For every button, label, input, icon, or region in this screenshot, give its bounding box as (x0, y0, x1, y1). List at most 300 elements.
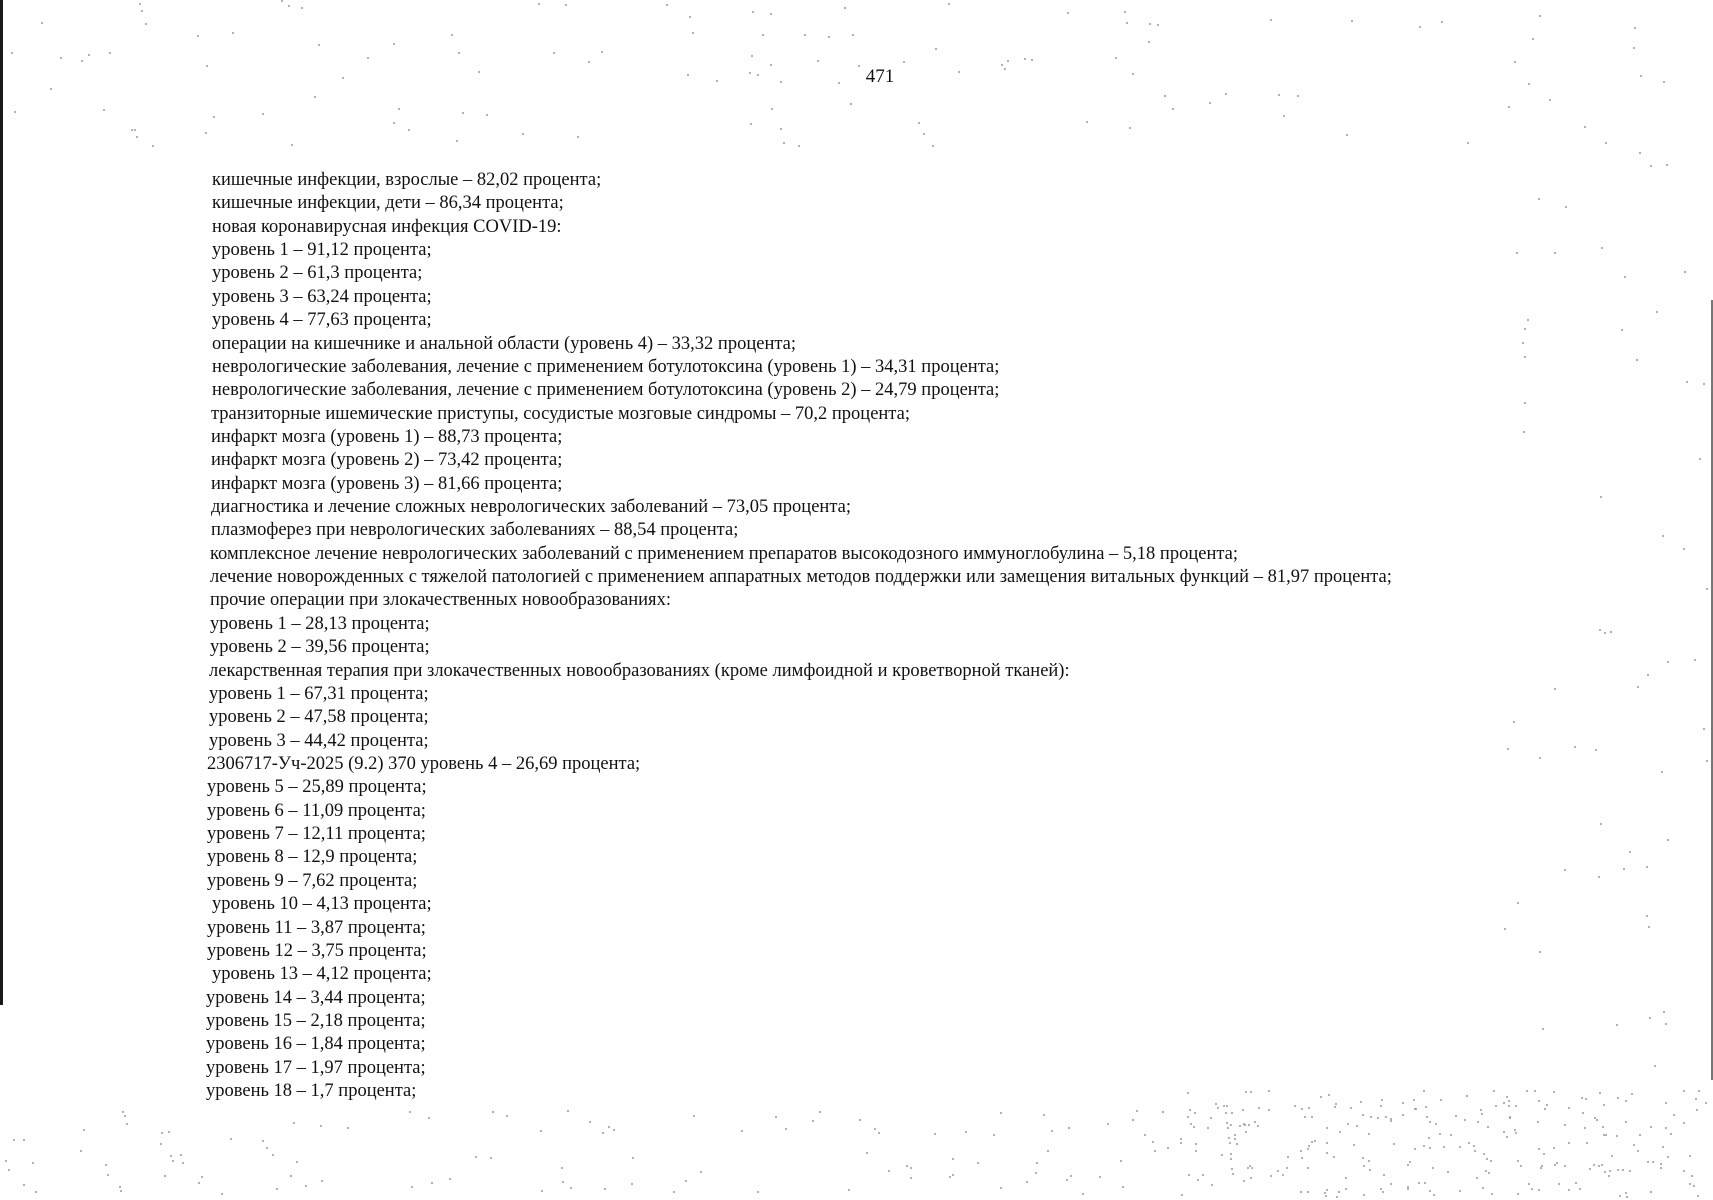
scan-speck (1683, 1122, 1685, 1124)
text-line: уровень 5 – 25,89 процента; (207, 777, 427, 798)
scan-speck (762, 34, 764, 36)
scan-speck (1024, 58, 1026, 60)
scan-speck (1646, 866, 1648, 868)
text-line: плазмоферез при неврологических заболеваниях – 88,54 процента; (211, 520, 739, 541)
text-line: неврологические заболевания, лечение с применением ботулотоксина (уровень 2) – 24,79 процента; (212, 380, 1000, 401)
scan-speck (993, 1134, 995, 1136)
scan-speck (172, 1160, 174, 1162)
scan-speck (134, 129, 136, 131)
scan-speck (1595, 749, 1597, 751)
scan-speck (958, 71, 960, 73)
scan-speck (1524, 402, 1526, 404)
scan-speck (1616, 1135, 1618, 1137)
scan-speck (1534, 1090, 1536, 1092)
scan-speck (1539, 15, 1541, 17)
scan-speck (1706, 588, 1708, 590)
scan-speck (1120, 1160, 1122, 1162)
scan-speck (1553, 1091, 1555, 1093)
scan-speck (1706, 760, 1708, 762)
scan-speck (1148, 41, 1150, 43)
scan-speck (1324, 1192, 1326, 1194)
scan-speck (1648, 926, 1650, 928)
scan-speck (1193, 1126, 1195, 1128)
scan-speck (1429, 1190, 1431, 1192)
scan-speck (1650, 165, 1652, 167)
scan-speck (1650, 1191, 1652, 1193)
scan-speck (475, 1156, 477, 1158)
scan-speck (1368, 1133, 1370, 1135)
scan-speck (1598, 876, 1600, 878)
scan-speck (1326, 1152, 1328, 1154)
scan-speck (1604, 1171, 1606, 1173)
scan-speck (1326, 1189, 1328, 1191)
scan-speck (1564, 1124, 1566, 1126)
scan-speck (1538, 198, 1540, 200)
scan-speck (478, 71, 480, 73)
scan-speck (1311, 1116, 1313, 1118)
scan-speck (1482, 1187, 1484, 1189)
scan-speck (1443, 1146, 1445, 1148)
scan-speck (1527, 319, 1529, 321)
scan-speck (1132, 1119, 1134, 1121)
scan-speck (1568, 1189, 1570, 1191)
scan-speck (1611, 1155, 1613, 1157)
scan-speck (948, 3, 950, 5)
scan-speck (1666, 164, 1668, 166)
scan-speck (1383, 1174, 1385, 1176)
scan-speck (1617, 1169, 1619, 1171)
scan-speck (1007, 60, 1009, 62)
scan-speck (1617, 1097, 1619, 1099)
scan-speck (1132, 73, 1134, 75)
scan-speck (1311, 1141, 1313, 1143)
scan-speck (290, 1175, 292, 1177)
scan-speck (1582, 1112, 1584, 1114)
scan-speck (301, 7, 303, 9)
scan-speck (1600, 823, 1602, 825)
scan-speck (109, 52, 111, 54)
scan-speck (1483, 1153, 1485, 1155)
text-line: 2306717-Уч-2025 (9.2) 370 уровень 4 – 26,69 процента; (207, 754, 641, 774)
scan-speck (1353, 1144, 1355, 1146)
scan-speck (14, 111, 16, 113)
scan-speck (1363, 1194, 1365, 1196)
scan-speck (1149, 23, 1151, 25)
scan-speck (1631, 1093, 1633, 1095)
scan-speck (1230, 1124, 1232, 1126)
scan-speck (1107, 1123, 1109, 1125)
scan-speck (136, 136, 138, 138)
scan-speck (757, 1191, 759, 1193)
scan-speck (409, 1111, 411, 1113)
scan-speck (1665, 1102, 1667, 1104)
scan-speck (1537, 1121, 1539, 1123)
scan-speck (1202, 1174, 1204, 1176)
scan-speck (1228, 1137, 1230, 1139)
scan-speck (1703, 383, 1705, 385)
scan-speck (1473, 1145, 1475, 1147)
scan-speck (180, 1154, 182, 1156)
scan-speck (1528, 83, 1530, 85)
scan-speck (1086, 121, 1088, 123)
scan-speck (88, 54, 90, 56)
scan-speck (1506, 1136, 1508, 1138)
scan-speck (613, 1129, 615, 1131)
scan-speck (1195, 1143, 1197, 1145)
scan-speck (1190, 1123, 1192, 1125)
scan-speck (168, 1131, 170, 1133)
scan-speck (1523, 431, 1525, 433)
scan-speck (749, 72, 751, 74)
scan-speck (1307, 1191, 1309, 1193)
scan-speck (1126, 22, 1128, 24)
scan-speck (1234, 1134, 1236, 1136)
scan-speck (1181, 1194, 1183, 1196)
scan-speck (1345, 1177, 1347, 1179)
text-line: новая коронавирусная инфекция COVID-19: (212, 216, 562, 237)
scan-speck (1194, 1112, 1196, 1114)
text-line: уровень 12 – 3,75 процента; (207, 940, 427, 961)
scan-speck (1051, 1130, 1053, 1132)
scan-speck (81, 60, 83, 62)
scan-speck (1154, 1150, 1156, 1152)
scan-speck (1243, 1180, 1245, 1182)
text-line: уровень 18 – 1,7 процента; (206, 1081, 417, 1102)
text-line: уровень 2 – 47,58 процента; (209, 707, 429, 728)
scan-speck (1660, 1167, 1662, 1169)
scan-speck (1004, 68, 1006, 70)
scan-speck (1538, 1100, 1540, 1102)
scan-speck (1385, 1116, 1387, 1118)
scan-speck (965, 1131, 967, 1133)
scan-speck (1435, 1123, 1437, 1125)
scan-speck (828, 36, 830, 38)
scan-speck (1382, 1191, 1384, 1193)
scan-speck (1493, 1090, 1495, 1092)
scan-speck (347, 1127, 349, 1129)
scan-speck (23, 1184, 25, 1186)
scan-speck (1304, 1116, 1306, 1118)
scan-speck (716, 80, 718, 82)
scan-speck (540, 1130, 542, 1132)
scan-speck (608, 1126, 610, 1128)
scan-speck (1426, 1116, 1428, 1118)
scan-speck (314, 96, 316, 98)
scan-speck (449, 1178, 451, 1180)
scan-speck (1459, 1146, 1461, 1148)
scan-speck (1423, 1145, 1425, 1147)
scan-speck (291, 144, 293, 146)
scan-speck (1575, 1182, 1577, 1184)
scan-speck (852, 34, 854, 36)
scan-speck (1334, 1106, 1336, 1108)
scan-speck (1663, 1011, 1665, 1013)
scan-speck (1480, 1109, 1482, 1111)
scan-speck (1596, 1119, 1598, 1121)
scan-speck (342, 77, 344, 79)
scan-speck (1390, 1118, 1392, 1120)
text-line: уровень 6 – 11,09 процента; (207, 800, 426, 821)
scan-speck (124, 1115, 126, 1117)
scan-speck (321, 1180, 323, 1182)
scan-speck (1000, 1187, 1002, 1189)
scan-speck (1393, 1143, 1395, 1145)
text-line: инфаркт мозга (уровень 3) – 81,66 процента; (211, 473, 563, 494)
scan-speck (1432, 1167, 1434, 1169)
scan-speck (1467, 142, 1469, 144)
scan-speck (1524, 328, 1526, 330)
scan-speck (1504, 928, 1506, 930)
scan-speck (1539, 757, 1541, 759)
text-line: уровень 3 – 44,42 процента; (209, 730, 429, 751)
scan-speck (296, 1161, 298, 1163)
scan-speck (1308, 1107, 1310, 1109)
scan-speck (632, 1157, 634, 1159)
scan-speck (1301, 1108, 1303, 1110)
scan-speck (1450, 1134, 1452, 1136)
text-line: инфаркт мозга (уровень 2) – 73,42 процента; (211, 450, 563, 471)
scan-speck (1652, 1161, 1654, 1163)
scan-speck (1476, 1177, 1478, 1179)
scan-speck (1362, 1157, 1364, 1159)
scan-speck (456, 140, 458, 142)
scan-speck (1593, 1164, 1595, 1166)
scan-speck (266, 1147, 268, 1149)
text-line: кишечные инфекции, дети – 86,34 процента; (212, 193, 564, 214)
scan-speck (126, 1123, 128, 1125)
scan-speck (1486, 1158, 1488, 1160)
text-line: уровень 17 – 1,97 процента; (206, 1057, 426, 1078)
text-line: уровень 14 – 3,44 процента; (206, 987, 426, 1008)
scan-speck (910, 1177, 912, 1179)
scan-speck (1554, 252, 1556, 254)
scan-speck (1508, 1100, 1510, 1102)
scan-speck (35, 1191, 37, 1193)
scan-speck (522, 133, 524, 135)
scan-speck (1439, 1133, 1441, 1135)
scan-speck (631, 1183, 633, 1185)
scan-speck (1429, 1147, 1431, 1149)
scan-speck (197, 35, 199, 37)
scan-speck (1433, 1194, 1435, 1196)
scan-speck (1363, 1165, 1365, 1167)
scan-speck (1466, 1095, 1468, 1097)
scan-speck (1308, 1145, 1310, 1147)
scan-speck (1286, 1167, 1288, 1169)
scan-speck (1554, 1164, 1556, 1166)
scan-speck (1226, 1105, 1228, 1107)
scan-speck (783, 142, 785, 144)
scan-speck (673, 1191, 675, 1193)
scan-speck (1553, 1147, 1555, 1149)
scan-speck (541, 1190, 543, 1192)
scan-speck (1189, 1109, 1191, 1111)
scan-speck (1429, 1121, 1431, 1123)
scan-speck (923, 133, 925, 135)
scan-speck (1509, 1117, 1511, 1119)
scan-speck (1210, 1117, 1212, 1119)
scan-speck (888, 1170, 890, 1172)
scan-speck (1633, 47, 1635, 49)
scan-speck (1598, 1165, 1600, 1167)
scan-speck (1225, 93, 1227, 95)
scan-speck (1665, 1023, 1667, 1025)
scan-speck (1464, 1119, 1466, 1121)
text-line: уровень 9 – 7,62 процента; (207, 870, 418, 891)
scan-speck (1369, 1169, 1371, 1171)
text-line: неврологические заболевания, лечение с применением ботулотоксина (уровень 1) – 34,31 процента; (212, 356, 1000, 377)
scan-speck (1338, 1191, 1340, 1193)
scan-speck (1549, 99, 1551, 101)
scan-speck (293, 1122, 295, 1124)
scan-speck (1515, 1105, 1517, 1107)
scan-speck (1307, 1148, 1309, 1150)
scan-speck (1605, 1134, 1607, 1136)
scan-speck (1377, 1117, 1379, 1119)
scan-speck (666, 4, 668, 6)
scan-speck (1474, 1150, 1476, 1152)
scan-speck (1254, 1121, 1256, 1123)
scan-speck (367, 57, 369, 59)
scan-speck (1225, 1112, 1227, 1114)
scan-speck (752, 11, 754, 13)
scan-speck (1287, 1156, 1289, 1158)
scan-speck (1031, 59, 1033, 61)
scan-speck (751, 55, 753, 57)
scan-speck (685, 1180, 687, 1182)
scan-speck (1236, 1143, 1238, 1145)
scan-speck (221, 1193, 223, 1195)
scan-speck (1129, 127, 1131, 129)
scan-speck (41, 22, 43, 24)
scan-speck (1603, 1134, 1605, 1136)
scan-speck (588, 61, 590, 63)
scan-speck (393, 122, 395, 124)
scan-speck (1661, 771, 1663, 773)
scan-speck (1419, 26, 1421, 28)
scan-speck (1517, 1193, 1519, 1195)
page-number: 471 (865, 66, 895, 87)
scan-speck (858, 65, 860, 67)
scan-speck (1249, 1165, 1251, 1167)
scan-speck (1584, 1127, 1586, 1129)
scan-speck (1035, 1172, 1037, 1174)
scan-speck (1414, 1108, 1416, 1110)
text-line: инфаркт мозга (уровень 1) – 88,73 процента; (211, 426, 563, 447)
scan-speck (1629, 1170, 1631, 1172)
scan-speck (1603, 1104, 1605, 1106)
scan-speck (1164, 95, 1166, 97)
scan-speck (1564, 1165, 1566, 1167)
scan-speck (1601, 1164, 1603, 1166)
scan-speck (1649, 1017, 1651, 1019)
scan-speck (1026, 1181, 1028, 1183)
scan-speck (1333, 1156, 1335, 1158)
scan-speck (1043, 1114, 1045, 1116)
scan-speck (1136, 1110, 1138, 1112)
scan-speck (771, 108, 773, 110)
scan-speck (1485, 1170, 1487, 1172)
scan-speck (570, 1187, 572, 1189)
scan-speck (1542, 1028, 1544, 1030)
scan-speck (770, 13, 772, 15)
text-line: диагностика и лечение сложных неврологических заболеваний – 73,05 процента; (211, 497, 851, 518)
scan-speck (1663, 81, 1665, 83)
scan-speck (1568, 1107, 1570, 1109)
scan-speck (906, 1165, 908, 1167)
scan-speck (1424, 1182, 1426, 1184)
scan-speck (1513, 721, 1515, 723)
scan-speck (1336, 1196, 1338, 1198)
scan-speck (1245, 1091, 1247, 1093)
scan-speck (1667, 661, 1669, 663)
scan-speck (1623, 868, 1625, 870)
scan-speck (1351, 20, 1353, 22)
scan-speck (1640, 75, 1642, 77)
scan-speck (1697, 1195, 1699, 1197)
scan-speck (160, 1143, 162, 1145)
scan-speck (1227, 1127, 1229, 1129)
scan-speck (1581, 1097, 1583, 1099)
scan-speck (1278, 94, 1280, 96)
scan-speck (107, 1174, 109, 1176)
scan-speck (1407, 1164, 1409, 1166)
scan-speck (1602, 1126, 1604, 1128)
text-line: уровень 1 – 91,12 процента; (212, 240, 432, 261)
text-line: уровень 10 – 4,13 процента; (212, 894, 432, 915)
scan-speck (1207, 1127, 1209, 1129)
scan-speck (770, 64, 772, 66)
scan-speck (1605, 142, 1607, 144)
scan-speck (1229, 1142, 1231, 1144)
scan-speck (1326, 1142, 1328, 1144)
scan-speck (198, 1182, 200, 1184)
scan-speck (577, 136, 579, 138)
scan-speck (561, 1167, 563, 1169)
scan-speck (1294, 1105, 1296, 1107)
scan-speck (1647, 674, 1649, 676)
scan-speck (848, 1189, 850, 1191)
scan-speck (1230, 1158, 1232, 1160)
scan-speck (1320, 1096, 1322, 1098)
scan-speck (1634, 27, 1636, 29)
scan-speck (141, 10, 143, 12)
scan-speck (164, 1175, 166, 1177)
scan-speck (139, 3, 141, 5)
scan-speck (1414, 1148, 1416, 1150)
scan-speck (1609, 1170, 1611, 1172)
scan-speck (1157, 24, 1159, 26)
scan-speck (103, 109, 105, 111)
scan-speck (838, 82, 840, 84)
scan-speck (5, 1160, 7, 1162)
scan-speck (934, 1133, 936, 1135)
scan-speck (83, 1129, 85, 1131)
scan-speck (1242, 1109, 1244, 1111)
scan-speck (1270, 1175, 1272, 1177)
scan-speck (844, 7, 846, 9)
scan-speck (1683, 1090, 1685, 1092)
scan-speck (262, 113, 264, 115)
scan-speck (1579, 1188, 1581, 1190)
scan-speck (850, 103, 852, 105)
scan-speck (320, 1125, 322, 1127)
scan-speck (490, 1157, 492, 1159)
scan-speck (866, 1152, 868, 1154)
scan-speck (60, 57, 62, 59)
scan-speck (1425, 1106, 1427, 1108)
scan-speck (700, 1171, 702, 1173)
